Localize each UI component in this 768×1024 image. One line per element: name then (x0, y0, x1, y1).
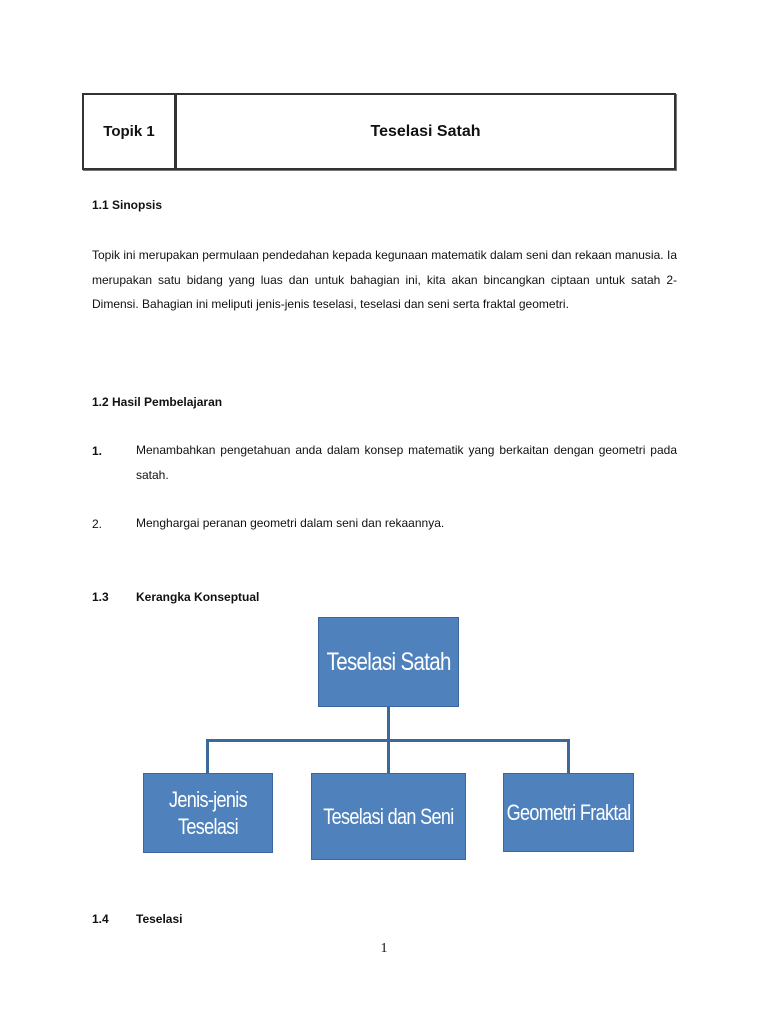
page-number: 1 (380, 941, 388, 956)
section-1-3-heading: Kerangka Konseptual (136, 590, 260, 604)
outcome-number: 1. (92, 444, 103, 458)
diagram-child-label: Jenis-jenis Teselasi (168, 787, 248, 839)
topic-label: Topik 1 (103, 123, 155, 140)
diagram-child-label: Teselasi dan Seni (323, 804, 454, 829)
diagram-root-label: Teselasi Satah (326, 647, 451, 676)
outcome-line: Menambahkan pengetahuan anda dalam konsep matematik yang berkaitan dengan (136, 443, 594, 457)
section-1-1-heading: 1.1 Sinopsis (92, 198, 163, 212)
connector-left-drop (206, 739, 209, 773)
synopsis-line: Topik ini merupakan permulaan pendedahan kepada kegunaan matematik dalam seni dan (92, 248, 572, 262)
synopsis-line: dan seni serta fraktal geometri. (404, 297, 569, 311)
diagram-child-box (311, 773, 466, 860)
synopsis-paragraph (92, 243, 677, 317)
synopsis-line: bincangkan ciptaan untuk satah 2-Dimensi. Bahagian ini meliputi jenis-jenis teselasi, teselasi (92, 272, 677, 311)
outcome-number: 2. (92, 517, 103, 531)
connector-horizontal (206, 739, 570, 742)
section-1-3-number: 1.3 (92, 590, 109, 604)
synopsis-line: rekaan manusia. Ia merupakan satu bidang yang luas dan untuk bahagian ini, kita akan (92, 248, 677, 287)
topic-title: Teselasi Satah (370, 122, 481, 140)
connector-right-drop (567, 739, 570, 773)
outcome-line: geometri pada satah. (136, 443, 677, 482)
topic-header-table (82, 93, 676, 170)
diagram-root-box (318, 617, 459, 707)
outcome-line: Menghargai peranan geometri dalam seni dan rekaannya. (136, 516, 445, 530)
diagram-child-label: Geometri Fraktal (506, 800, 631, 825)
outcome-text (136, 438, 677, 487)
diagram-child-box (503, 773, 634, 852)
section-1-4-number: 1.4 (92, 912, 109, 926)
diagram-child-box (143, 773, 273, 853)
outcome-text (136, 511, 677, 536)
section-1-4-heading: Teselasi (136, 912, 183, 926)
section-1-2-heading: 1.2 Hasil Pembelajaran (92, 395, 223, 409)
